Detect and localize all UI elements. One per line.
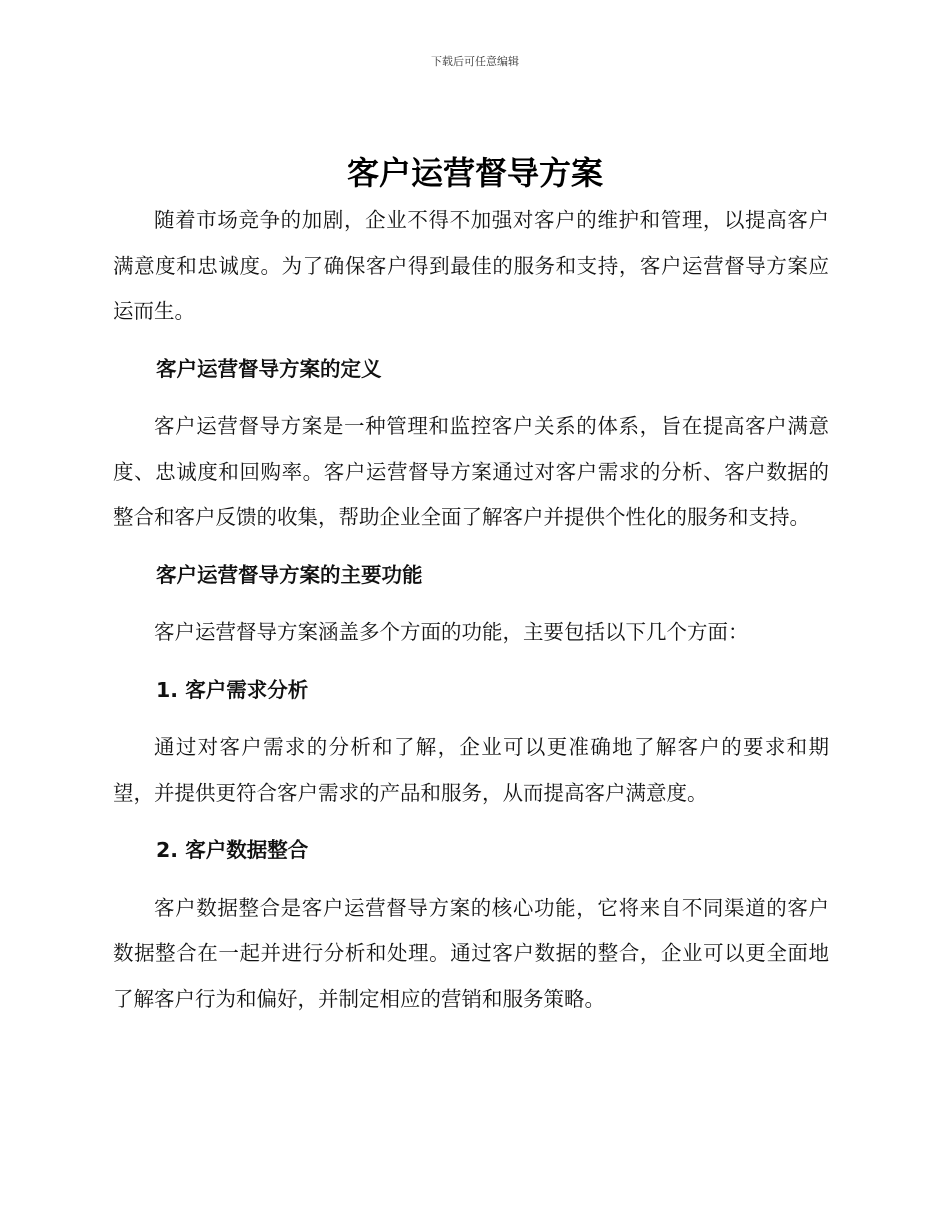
- subheading-needs-analysis: 1. 客户需求分析: [156, 677, 309, 702]
- subheading-data-integration: 2. 客户数据整合: [156, 838, 309, 862]
- document-body: [113, 198, 829, 1022]
- intro-paragraph: 随着市场竞争的加剧，企业不得不加强对客户的维护和管理，以提高客户满意度和忠诚度。为了确保客户得到最佳的服务和支持，客户运营督导方案应运而生。: [113, 208, 829, 323]
- data-integration-paragraph: 客户数据整合是客户运营督导方案的核心功能，它将来自不同渠道的客户数据整合在一起并进行分析和处理。通过客户数据的整合，企业可以更全面地了解客户行为和偏好，并制定相应的营销和服务策略。: [113, 895, 829, 1011]
- section-heading-functions: 客户运营督导方案的主要功能: [156, 562, 423, 587]
- document-title: 客户运营督导方案: [346, 154, 603, 192]
- needs-analysis-paragraph: 通过对客户需求的分析和了解，企业可以更准确地了解客户的要求和期望，并提供更符合客户需求的产品和服务，从而提高客户满意度。: [113, 735, 829, 805]
- definition-paragraph: 客户运营督导方案是一种管理和监控客户关系的体系，旨在提高客户满意度、忠诚度和回购率。客户运营督导方案通过对客户需求的分析、客户数据的整合和客户反馈的收集，帮助企业全面了解客户并提供个性化的服务和支持。: [113, 414, 829, 529]
- functions-intro-paragraph: 客户运营督导方案涵盖多个方面的功能，主要包括以下几个方面：: [154, 620, 749, 644]
- header-note: 下载后可任意编辑: [431, 55, 519, 68]
- section-heading-definition: 客户运营督导方案的定义: [156, 356, 382, 381]
